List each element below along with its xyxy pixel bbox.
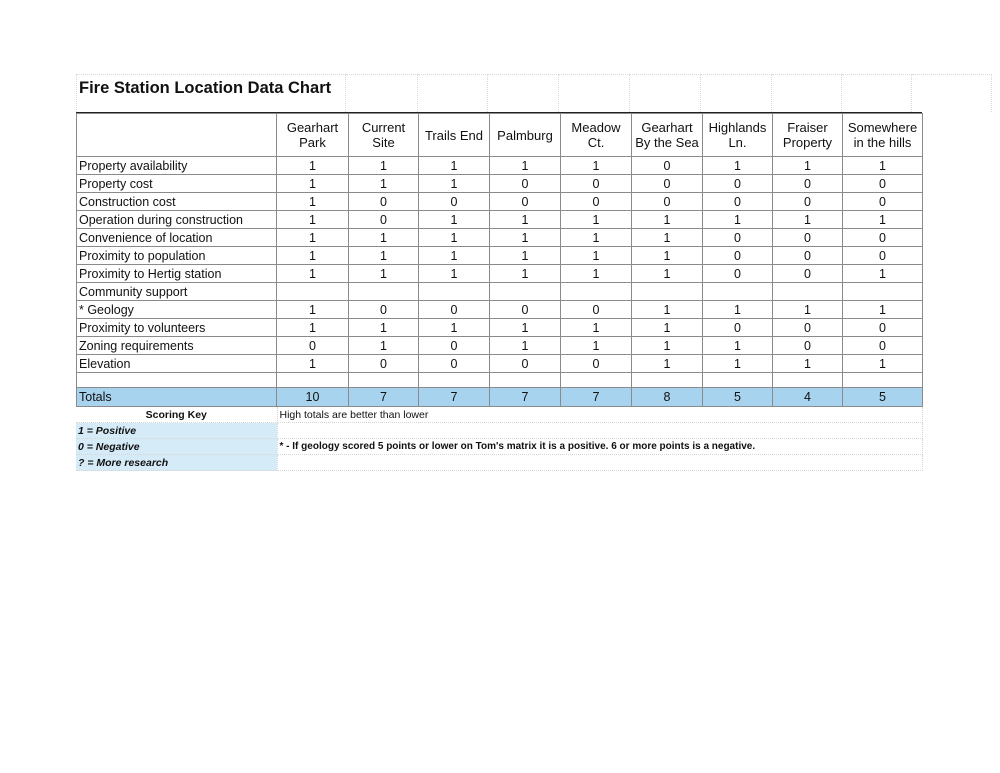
totals-label: Totals xyxy=(77,388,277,407)
score-cell: 1 xyxy=(703,355,773,373)
score-cell: 1 xyxy=(632,319,703,337)
geology-note: * - If geology scored 5 points or lower on Tom's matrix it is a positive. 6 or more points is a negative. xyxy=(277,439,922,455)
column-header xyxy=(773,114,843,157)
score-cell: 1 xyxy=(632,247,703,265)
score-cell: 0 xyxy=(419,355,490,373)
header-corner xyxy=(77,114,277,157)
score-cell: 0 xyxy=(561,355,632,373)
score-cell: 1 xyxy=(561,265,632,283)
score-cell: 0 xyxy=(561,193,632,211)
empty-cell xyxy=(419,373,490,388)
score-cell: 0 xyxy=(490,175,561,193)
score-cell: 0 xyxy=(419,193,490,211)
row-label: Proximity to Hertig station xyxy=(77,265,277,283)
score-cell: 0 xyxy=(773,337,843,355)
score-cell: 1 xyxy=(773,355,843,373)
score-cell xyxy=(277,283,349,301)
total-cell: 7 xyxy=(419,388,490,407)
score-cell: 1 xyxy=(490,337,561,355)
table-row xyxy=(77,211,923,229)
score-cell: 1 xyxy=(349,247,419,265)
score-cell: 0 xyxy=(561,301,632,319)
score-cell xyxy=(632,283,703,301)
score-cell: 1 xyxy=(277,175,349,193)
table-row xyxy=(77,319,923,337)
column-header-line: Ct. xyxy=(587,135,605,150)
score-cell: 1 xyxy=(561,247,632,265)
table-row xyxy=(77,355,923,373)
score-cell: 0 xyxy=(773,319,843,337)
column-header xyxy=(632,114,703,157)
row-label: Zoning requirements xyxy=(77,337,277,355)
row-label: Property availability xyxy=(77,157,277,175)
score-cell: 1 xyxy=(703,301,773,319)
score-cell: 1 xyxy=(703,211,773,229)
score-cell: 0 xyxy=(419,337,490,355)
key-negative: 0 = Negative xyxy=(76,439,277,455)
score-cell: 0 xyxy=(490,193,561,211)
table-row xyxy=(77,247,923,265)
score-cell: 1 xyxy=(277,229,349,247)
score-cell: 0 xyxy=(773,175,843,193)
score-cell: 0 xyxy=(703,229,773,247)
total-cell: 4 xyxy=(773,388,843,407)
score-cell: 1 xyxy=(419,211,490,229)
empty-cell xyxy=(490,373,561,388)
score-cell: 1 xyxy=(349,337,419,355)
column-header xyxy=(843,114,923,157)
column-header-line: Park xyxy=(299,135,326,150)
score-cell: 0 xyxy=(419,301,490,319)
score-cell: 1 xyxy=(277,247,349,265)
total-cell: 7 xyxy=(561,388,632,407)
row-label: Proximity to volunteers xyxy=(77,319,277,337)
score-cell xyxy=(843,283,923,301)
empty-cell xyxy=(773,373,843,388)
table-row xyxy=(77,229,923,247)
score-cell: 1 xyxy=(703,337,773,355)
score-cell: 0 xyxy=(773,229,843,247)
row-label: * Geology xyxy=(77,301,277,319)
column-header xyxy=(490,114,561,157)
row-label: Property cost xyxy=(77,175,277,193)
score-cell: 1 xyxy=(277,319,349,337)
score-cell: 1 xyxy=(349,157,419,175)
table-row xyxy=(77,157,923,175)
score-cell xyxy=(349,283,419,301)
score-cell: 1 xyxy=(490,265,561,283)
score-cell: 1 xyxy=(561,337,632,355)
score-cell xyxy=(703,283,773,301)
score-cell: 0 xyxy=(773,265,843,283)
score-cell: 1 xyxy=(419,247,490,265)
score-cell: 0 xyxy=(490,355,561,373)
score-cell: 1 xyxy=(277,265,349,283)
data-table xyxy=(76,113,923,407)
score-cell: 1 xyxy=(632,355,703,373)
score-cell: 1 xyxy=(632,301,703,319)
score-cell: 0 xyxy=(349,211,419,229)
score-cell: 1 xyxy=(773,157,843,175)
column-header-line: in the hills xyxy=(853,135,912,150)
score-cell: 1 xyxy=(561,157,632,175)
score-cell: 1 xyxy=(277,355,349,373)
score-cell: 1 xyxy=(843,355,923,373)
score-cell: 1 xyxy=(349,175,419,193)
column-header-line: Ln. xyxy=(728,135,747,150)
column-header-line: Trails End xyxy=(424,127,484,143)
score-cell: 0 xyxy=(843,319,923,337)
score-cell: 0 xyxy=(843,337,923,355)
score-cell: 1 xyxy=(561,211,632,229)
total-cell: 5 xyxy=(843,388,923,407)
table-row xyxy=(77,265,923,283)
score-cell: 0 xyxy=(843,175,923,193)
score-cell: 1 xyxy=(349,229,419,247)
score-cell: 0 xyxy=(632,157,703,175)
empty-cell xyxy=(277,373,349,388)
score-cell: 0 xyxy=(703,175,773,193)
score-cell xyxy=(773,283,843,301)
header-row xyxy=(77,114,923,157)
score-cell: 0 xyxy=(277,337,349,355)
scoring-key xyxy=(76,407,923,471)
empty-cell xyxy=(77,373,277,388)
score-cell: 1 xyxy=(490,319,561,337)
table-row xyxy=(77,283,923,301)
table-row xyxy=(77,301,923,319)
score-cell: 0 xyxy=(349,301,419,319)
table-row xyxy=(77,193,923,211)
empty-cell xyxy=(843,373,923,388)
score-cell: 1 xyxy=(632,337,703,355)
score-cell: 1 xyxy=(277,157,349,175)
empty-cell xyxy=(561,373,632,388)
table-row xyxy=(77,337,923,355)
key-positive: 1 = Positive xyxy=(76,423,277,439)
score-cell: 1 xyxy=(843,265,923,283)
row-label: Community support xyxy=(77,283,277,301)
page-title: Fire Station Location Data Chart xyxy=(76,74,346,112)
column-header xyxy=(349,114,419,157)
score-cell: 1 xyxy=(277,193,349,211)
score-cell: 1 xyxy=(419,319,490,337)
score-cell: 1 xyxy=(419,265,490,283)
row-label: Construction cost xyxy=(77,193,277,211)
score-cell: 0 xyxy=(773,247,843,265)
score-cell: 1 xyxy=(349,319,419,337)
score-cell: 0 xyxy=(703,319,773,337)
column-header xyxy=(561,114,632,157)
score-cell: 0 xyxy=(843,193,923,211)
score-cell: 1 xyxy=(843,157,923,175)
empty-cell xyxy=(703,373,773,388)
score-cell: 0 xyxy=(632,175,703,193)
score-cell: 1 xyxy=(632,229,703,247)
row-label: Elevation xyxy=(77,355,277,373)
column-header-line: Gearhart xyxy=(286,120,339,135)
column-header-line: Meadow xyxy=(571,120,621,135)
score-cell: 1 xyxy=(419,229,490,247)
key-research: ? = More research xyxy=(76,455,277,471)
score-cell: 1 xyxy=(773,211,843,229)
score-cell: 1 xyxy=(561,319,632,337)
scoring-key-subtitle: High totals are better than lower xyxy=(277,407,922,423)
column-header-line: Current xyxy=(361,120,406,135)
score-cell: 0 xyxy=(703,247,773,265)
score-cell: 0 xyxy=(843,247,923,265)
column-header-line: Property xyxy=(782,135,833,150)
column-header-line: Somewhere xyxy=(847,120,918,135)
totals-row xyxy=(77,388,923,407)
column-header-line: By the Sea xyxy=(635,135,699,150)
column-header xyxy=(419,114,490,157)
column-header-line: Fraiser xyxy=(787,120,828,135)
score-cell: 1 xyxy=(419,175,490,193)
column-header-line: Palmburg xyxy=(497,127,553,143)
total-cell: 7 xyxy=(490,388,561,407)
score-cell xyxy=(561,283,632,301)
row-label: Proximity to population xyxy=(77,247,277,265)
score-cell: 1 xyxy=(277,301,349,319)
score-cell: 1 xyxy=(843,211,923,229)
total-cell: 10 xyxy=(277,388,349,407)
spreadsheet xyxy=(76,74,922,471)
score-cell: 1 xyxy=(490,229,561,247)
score-cell: 0 xyxy=(703,265,773,283)
score-cell: 1 xyxy=(703,157,773,175)
score-cell: 1 xyxy=(843,301,923,319)
score-cell: 1 xyxy=(561,229,632,247)
score-cell: 1 xyxy=(277,211,349,229)
score-cell xyxy=(419,283,490,301)
total-cell: 7 xyxy=(349,388,419,407)
score-cell: 1 xyxy=(419,157,490,175)
row-label: Convenience of location xyxy=(77,229,277,247)
score-cell: 0 xyxy=(349,355,419,373)
column-header-line: Site xyxy=(372,135,395,150)
column-header-line: Highlands xyxy=(708,120,767,135)
score-cell: 0 xyxy=(561,175,632,193)
empty-cell xyxy=(632,373,703,388)
score-cell: 0 xyxy=(703,193,773,211)
score-cell: 0 xyxy=(349,193,419,211)
scoring-key-title: Scoring Key xyxy=(76,407,277,423)
column-header xyxy=(277,114,349,157)
score-cell: 1 xyxy=(349,265,419,283)
score-cell: 0 xyxy=(490,301,561,319)
row-label: Operation during construction xyxy=(77,211,277,229)
score-cell: 0 xyxy=(632,193,703,211)
empty-cell xyxy=(349,373,419,388)
score-cell: 1 xyxy=(490,247,561,265)
spacer-row xyxy=(77,373,923,388)
score-cell: 1 xyxy=(490,211,561,229)
score-cell: 1 xyxy=(490,157,561,175)
column-header xyxy=(703,114,773,157)
score-cell: 0 xyxy=(843,229,923,247)
score-cell: 0 xyxy=(773,193,843,211)
score-cell: 1 xyxy=(632,211,703,229)
score-cell: 1 xyxy=(632,265,703,283)
total-cell: 5 xyxy=(703,388,773,407)
score-cell xyxy=(490,283,561,301)
total-cell: 8 xyxy=(632,388,703,407)
column-header-line: Gearhart xyxy=(641,120,693,135)
score-cell: 1 xyxy=(773,301,843,319)
title-row xyxy=(76,74,922,113)
table-row xyxy=(77,175,923,193)
